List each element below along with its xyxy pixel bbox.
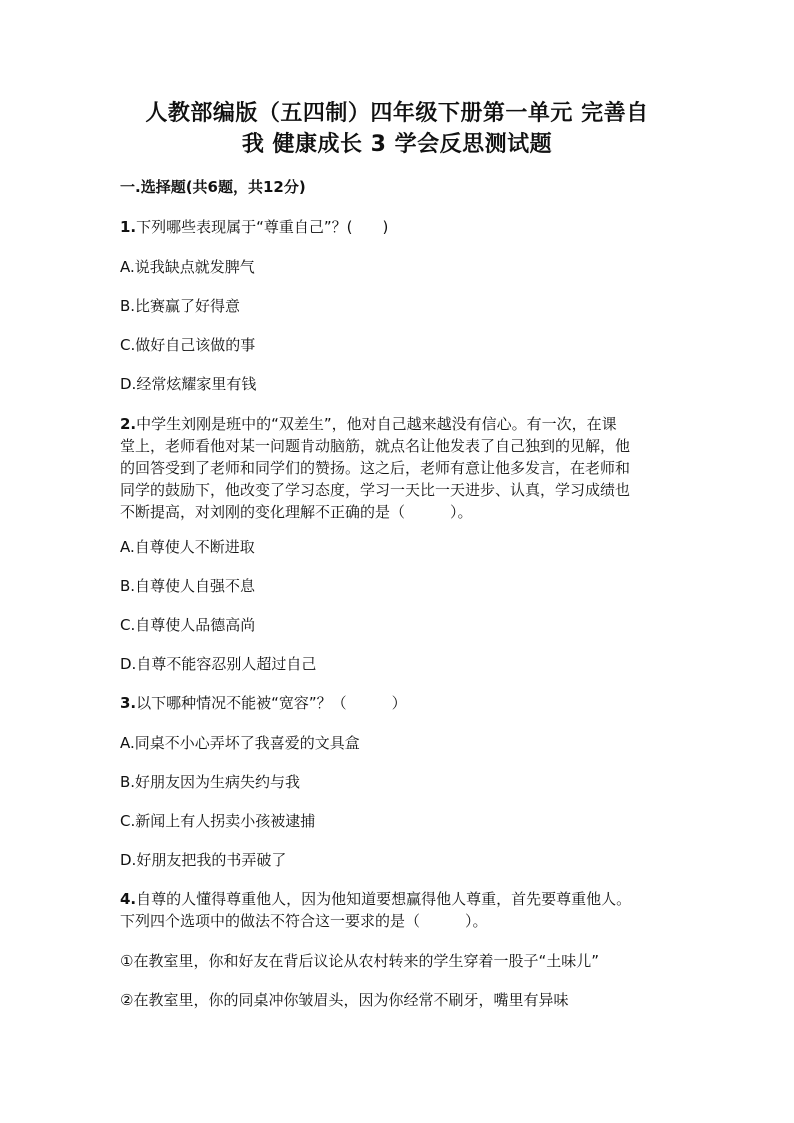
question-3-option-b: B.好朋友因为生病失约与我 — [120, 773, 301, 791]
question-2-option-a: A.自尊使人不断进取 — [120, 538, 255, 556]
question-number: 1. — [120, 218, 137, 236]
question-4-line-2: 下列四个选项中的做法不符合这一要求的是（ ）。 — [120, 912, 488, 930]
document-title-line-1: 人教部编版（五四制）四年级下册第一单元 完善自 — [145, 101, 649, 126]
question-2-option-b: B.自尊使人自强不息 — [120, 577, 256, 595]
question-text: 中学生刘刚是班中的“双差生”，他对自己越来越没有信心。有一次，在课 — [136, 415, 617, 433]
question-4-item-1: ①在教室里，你和好友在背后议论从农村转来的学生穿着一股子“土味儿” — [120, 952, 599, 970]
question-1-option-b: B.比赛赢了好得意 — [120, 297, 241, 315]
question-3 — [120, 692, 680, 714]
question-3-option-d: D.好朋友把我的书弄破了 — [120, 851, 287, 869]
question-2-option-d: D.自尊不能容忍别人超过自己 — [120, 655, 317, 673]
question-text: 以下哪种情况不能被“宽容”？（ ） — [136, 694, 407, 712]
question-number: 3. — [120, 694, 137, 712]
question-2-line-2: 堂上，老师看他对某一问题肯动脑筋，就点名让他发表了自己独到的见解，他 — [120, 437, 631, 455]
question-3-option-c: C.新闻上有人拐卖小孩被逮捕 — [120, 812, 316, 830]
question-4-item-2: ②在教室里，你的同桌冲你皱眉头，因为你经常不刷牙，嘴里有异味 — [120, 991, 569, 1009]
question-2-line-1 — [120, 413, 680, 435]
question-2-line-3: 的回答受到了老师和同学们的赞扬。这之后，老师有意让他多发言，在老师和 — [120, 459, 631, 477]
question-text: 下列哪些表现属于“尊重自己”？( ) — [136, 218, 389, 236]
question-2-line-5: 不断提高，对刘刚的变化理解不正确的是（ ）。 — [120, 503, 473, 521]
question-2-option-c: C.自尊使人品德高尚 — [120, 616, 256, 634]
section-heading: 一.选择题(共6题，共12分) — [120, 178, 306, 196]
question-1-option-c: C.做好自己该做的事 — [120, 336, 256, 354]
question-1 — [120, 216, 680, 238]
question-3-option-a: A.同桌不小心弄坏了我喜爱的文具盒 — [120, 734, 360, 752]
question-number: 4. — [120, 890, 137, 908]
question-2-line-4: 同学的鼓励下，他改变了学习态度，学习一天比一天进步、认真，学习成绩也 — [120, 481, 631, 499]
question-number: 2. — [120, 415, 137, 433]
question-4-line-1 — [120, 888, 680, 910]
question-1-option-a: A.说我缺点就发脾气 — [120, 258, 255, 276]
document-title-line-2: 我 健康成长 3 学会反思测试题 — [241, 132, 553, 157]
question-1-option-d: D.经常炫耀家里有钱 — [120, 375, 257, 393]
question-text: 自尊的人懂得尊重他人，因为他知道要想赢得他人尊重，首先要尊重他人。 — [136, 890, 632, 908]
